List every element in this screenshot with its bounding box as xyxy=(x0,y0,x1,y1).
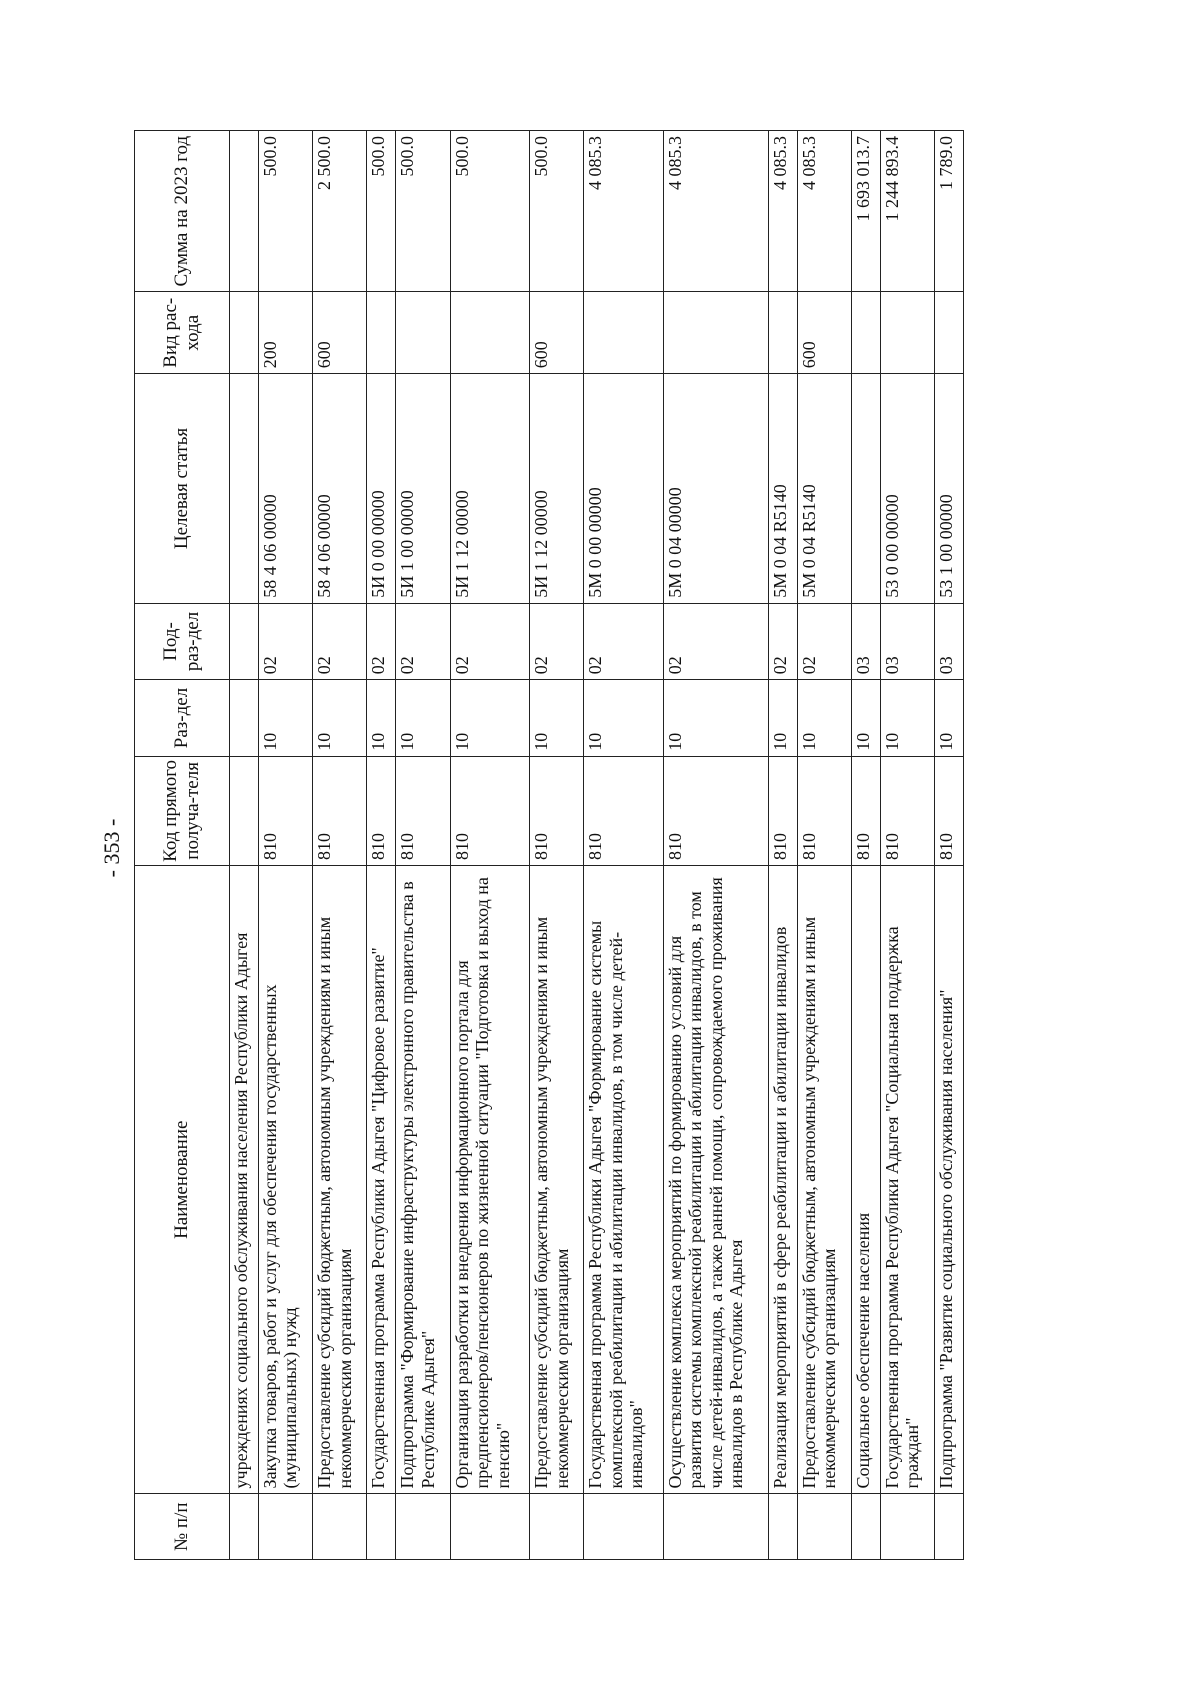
table-row xyxy=(584,131,664,1560)
table-row xyxy=(230,131,259,1560)
table-row xyxy=(851,131,880,1560)
cell-num xyxy=(530,1494,584,1560)
cell-recipient: 810 xyxy=(934,756,963,865)
cell-subsection: 02 xyxy=(258,603,312,680)
header-expense: Вид рас-хода xyxy=(135,292,230,374)
cell-target: 5М 0 04 R5140 xyxy=(797,374,851,604)
cell-amount: 4 085.3 xyxy=(797,131,851,292)
cell-num xyxy=(396,1494,450,1560)
header-num: № п/п xyxy=(135,1494,230,1560)
cell-amount: 1 789.0 xyxy=(934,131,963,292)
cell-amount: 500.0 xyxy=(450,131,530,292)
table-row xyxy=(934,131,963,1560)
cell-section: 10 xyxy=(396,680,450,757)
cell-recipient xyxy=(230,756,259,865)
cell-name: Осуществление комплекса мероприятий по формированию условий для развития системы комплексной реабилитации и абилитации инвалидов, в том числе детей-инвалидов, а также ранней помощи, сопровождаемого проживания инвалидов в Республике Адыгея xyxy=(663,866,768,1494)
header-recipient: Код прямого получа-теля xyxy=(135,756,230,865)
cell-section: 10 xyxy=(450,680,530,757)
cell-amount xyxy=(230,131,259,292)
cell-name: Закупка товаров, работ и услуг для обеспечения государственных (муниципальных) нужд xyxy=(258,866,312,1494)
cell-section: 10 xyxy=(851,680,880,757)
cell-recipient: 810 xyxy=(880,756,934,865)
cell-expense xyxy=(880,292,934,374)
cell-subsection: 03 xyxy=(851,603,880,680)
cell-target: 5М 0 00 00000 xyxy=(584,374,664,604)
cell-expense: 600 xyxy=(530,292,584,374)
header-amount: Сумма на 2023 год xyxy=(135,131,230,292)
cell-expense: 600 xyxy=(797,292,851,374)
cell-target: 5И 1 12 00000 xyxy=(450,374,530,604)
cell-recipient: 810 xyxy=(396,756,450,865)
cell-subsection: 02 xyxy=(530,603,584,680)
cell-expense xyxy=(851,292,880,374)
cell-name: Предоставление субсидий бюджетным, автономным учреждениям и иным некоммерческим организациям xyxy=(313,866,367,1494)
cell-num xyxy=(584,1494,664,1560)
cell-section xyxy=(230,680,259,757)
cell-expense xyxy=(396,292,450,374)
cell-expense: 600 xyxy=(313,292,367,374)
header-section: Раз-дел xyxy=(135,680,230,757)
cell-target: 53 1 00 00000 xyxy=(934,374,963,604)
cell-target: 5И 1 12 00000 xyxy=(530,374,584,604)
header-target: Целевая статья xyxy=(135,374,230,604)
cell-amount: 1 693 013.7 xyxy=(851,131,880,292)
cell-target: 5И 0 00 00000 xyxy=(367,374,396,604)
cell-name: учреждениях социального обслуживания населения Республики Адыгея xyxy=(230,866,259,1494)
cell-section: 10 xyxy=(530,680,584,757)
cell-expense xyxy=(663,292,768,374)
header-name: Наименование xyxy=(135,866,230,1494)
cell-section: 10 xyxy=(258,680,312,757)
cell-num xyxy=(230,1494,259,1560)
cell-recipient: 810 xyxy=(367,756,396,865)
cell-name: Государственная программа Республики Адыгея "Формирование системы комплексной реабилитации и абилитации инвалидов, в том числе детей-инвалидов" xyxy=(584,866,664,1494)
cell-subsection: 02 xyxy=(768,603,797,680)
page-number: - 353 - xyxy=(99,818,124,878)
cell-target: 58 4 06 00000 xyxy=(258,374,312,604)
table-row xyxy=(797,131,851,1560)
cell-expense xyxy=(768,292,797,374)
cell-target xyxy=(230,374,259,604)
cell-section: 10 xyxy=(797,680,851,757)
cell-subsection xyxy=(230,603,259,680)
cell-subsection: 02 xyxy=(584,603,664,680)
cell-section: 10 xyxy=(934,680,963,757)
cell-amount: 500.0 xyxy=(258,131,312,292)
table-row xyxy=(530,131,584,1560)
cell-subsection: 03 xyxy=(934,603,963,680)
cell-expense xyxy=(584,292,664,374)
cell-name: Государственная программа Республики Адыгея "Цифровое развитие" xyxy=(367,866,396,1494)
cell-section: 10 xyxy=(367,680,396,757)
cell-expense xyxy=(230,292,259,374)
cell-recipient: 810 xyxy=(258,756,312,865)
cell-subsection: 02 xyxy=(797,603,851,680)
cell-subsection: 02 xyxy=(450,603,530,680)
table-row xyxy=(367,131,396,1560)
budget-table xyxy=(134,130,964,1560)
cell-recipient: 810 xyxy=(797,756,851,865)
cell-expense xyxy=(934,292,963,374)
table-row xyxy=(768,131,797,1560)
header-subsection: Под-раз-дел xyxy=(135,603,230,680)
cell-recipient: 810 xyxy=(530,756,584,865)
cell-subsection: 02 xyxy=(663,603,768,680)
cell-section: 10 xyxy=(584,680,664,757)
cell-subsection: 02 xyxy=(396,603,450,680)
table-row xyxy=(450,131,530,1560)
cell-target: 5И 1 00 00000 xyxy=(396,374,450,604)
cell-recipient: 810 xyxy=(768,756,797,865)
cell-recipient: 810 xyxy=(584,756,664,865)
cell-amount: 4 085.3 xyxy=(584,131,664,292)
cell-target xyxy=(851,374,880,604)
cell-section: 10 xyxy=(768,680,797,757)
cell-name: Предоставление субсидий бюджетным, автономным учреждениям и иным некоммерческим организациям xyxy=(797,866,851,1494)
cell-num xyxy=(851,1494,880,1560)
cell-num xyxy=(367,1494,396,1560)
cell-recipient: 810 xyxy=(663,756,768,865)
cell-num xyxy=(797,1494,851,1560)
cell-name: Организация разработки и внедрения информационного портала для предпенсионеров/пенсионеров по жизненной ситуации "Подготовка и выход на пенсию" xyxy=(450,866,530,1494)
cell-num xyxy=(313,1494,367,1560)
cell-expense xyxy=(367,292,396,374)
cell-num xyxy=(663,1494,768,1560)
cell-target: 53 0 00 00000 xyxy=(880,374,934,604)
cell-amount: 2 500.0 xyxy=(313,131,367,292)
cell-expense: 200 xyxy=(258,292,312,374)
cell-section: 10 xyxy=(880,680,934,757)
table-row xyxy=(663,131,768,1560)
cell-recipient: 810 xyxy=(313,756,367,865)
cell-num xyxy=(450,1494,530,1560)
cell-subsection: 02 xyxy=(313,603,367,680)
cell-amount: 4 085.3 xyxy=(663,131,768,292)
rotated-table-container xyxy=(134,130,964,1560)
cell-section: 10 xyxy=(663,680,768,757)
cell-num xyxy=(258,1494,312,1560)
cell-amount: 500.0 xyxy=(530,131,584,292)
cell-name: Социальное обеспечение населения xyxy=(851,866,880,1494)
cell-num xyxy=(934,1494,963,1560)
cell-amount: 1 244 893.4 xyxy=(880,131,934,292)
table-row xyxy=(258,131,312,1560)
cell-amount: 500.0 xyxy=(367,131,396,292)
cell-subsection: 02 xyxy=(367,603,396,680)
cell-amount: 4 085.3 xyxy=(768,131,797,292)
cell-target: 5М 0 04 R5140 xyxy=(768,374,797,604)
cell-target: 5М 0 04 00000 xyxy=(663,374,768,604)
cell-recipient: 810 xyxy=(450,756,530,865)
cell-target: 58 4 06 00000 xyxy=(313,374,367,604)
cell-name: Предоставление субсидий бюджетным, автономным учреждениям и иным некоммерческим организациям xyxy=(530,866,584,1494)
cell-name: Реализация мероприятий в сфере реабилитации и абилитации инвалидов xyxy=(768,866,797,1494)
table-row xyxy=(880,131,934,1560)
cell-amount: 500.0 xyxy=(396,131,450,292)
table-header-row xyxy=(135,131,230,1560)
cell-recipient: 810 xyxy=(851,756,880,865)
cell-subsection: 03 xyxy=(880,603,934,680)
cell-expense xyxy=(450,292,530,374)
table-row xyxy=(313,131,367,1560)
cell-name: Подпрограмма "Развитие социального обслуживания населения" xyxy=(934,866,963,1494)
cell-num xyxy=(880,1494,934,1560)
cell-name: Государственная программа Республики Адыгея "Социальная поддержка граждан" xyxy=(880,866,934,1494)
cell-name: Подпрограмма "Формирование инфраструктуры электронного правительства в Республике Адыгея" xyxy=(396,866,450,1494)
cell-section: 10 xyxy=(313,680,367,757)
table-row xyxy=(396,131,450,1560)
cell-num xyxy=(768,1494,797,1560)
